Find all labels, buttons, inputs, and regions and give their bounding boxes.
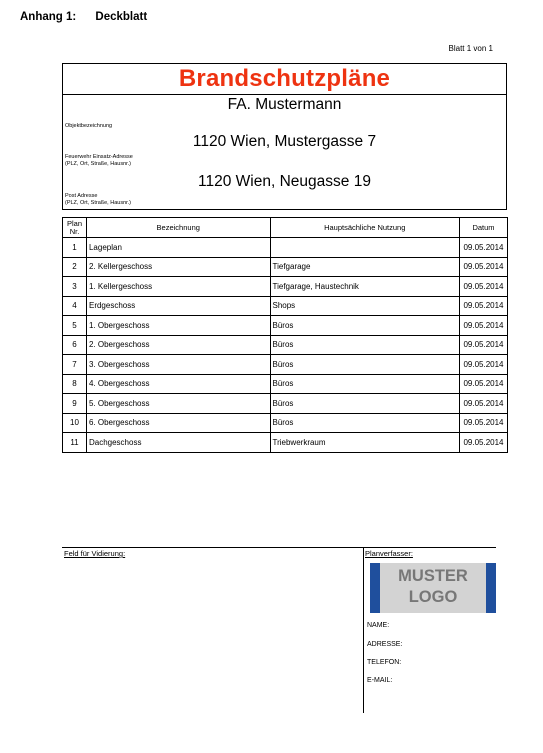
fire-address-label-line2: (PLZ, Ort, Straße, Hausnr.): [65, 161, 132, 167]
planverfasser-label: Planverfasser:: [365, 549, 413, 558]
plan-usage-cell: Triebwerkraum: [270, 433, 459, 453]
fire-address-label: [65, 154, 133, 168]
plan-usage-cell: [270, 238, 459, 258]
object-value: 1120 Wien, Mustergasse 7: [192, 133, 377, 150]
plan-date-cell: 09.05.2014: [459, 335, 507, 355]
plan-usage-cell: Büros: [270, 374, 459, 394]
table-row: [63, 394, 508, 414]
table-header-row: [63, 218, 508, 238]
plan-usage-cell: Büros: [270, 413, 459, 433]
table-row: [63, 355, 508, 375]
plan-number-cell: 2: [63, 257, 87, 277]
vidierung-label: Feld für Vidierung:: [64, 549, 126, 558]
contact-name-label: NAME:: [367, 622, 390, 629]
plan-number-cell: 6: [63, 335, 87, 355]
post-address-label-line1: Post Adresse: [65, 193, 98, 199]
plan-name-cell: 2. Obergeschoss: [86, 335, 270, 355]
plan-number-cell: 5: [63, 316, 87, 336]
plan-usage-cell: Tiefgarage: [270, 257, 459, 277]
logo-left-bar: [370, 563, 380, 613]
plan-date-cell: 09.05.2014: [459, 238, 507, 258]
plan-number-cell: 10: [63, 413, 87, 433]
table-row: [63, 413, 508, 433]
footer-vertical-divider: [363, 547, 364, 713]
header-date: Datum: [459, 218, 507, 238]
header-name: Bezeichnung: [86, 218, 270, 238]
table-row: [63, 433, 508, 453]
header-plan-nr: [63, 218, 87, 238]
company-name: FA. Mustermann: [227, 96, 342, 113]
company-logo: [370, 563, 496, 613]
annex-heading: Anhang 1: Deckblatt: [20, 11, 148, 23]
plan-name-cell: Erdgeschoss: [86, 296, 270, 316]
header-plan-line1: Plan: [66, 218, 82, 228]
plan-usage-cell: Büros: [270, 335, 459, 355]
logo-line1: MUSTER: [398, 567, 468, 585]
plan-name-cell: 3. Obergeschoss: [86, 355, 270, 375]
fire-address-value: 1120 Wien, Neugasse 19: [198, 173, 371, 190]
plan-date-cell: 09.05.2014: [459, 277, 507, 297]
fire-address-label-line1: Feuerwehr Einsatz-Adresse: [65, 154, 133, 160]
plan-number-cell: 4: [63, 296, 87, 316]
table-row: [63, 316, 508, 336]
table-row: [63, 296, 508, 316]
plan-date-cell: 09.05.2014: [459, 413, 507, 433]
contact-email-label: E-MAIL:: [367, 677, 393, 684]
plan-name-cell: 4. Obergeschoss: [86, 374, 270, 394]
plan-usage-cell: Büros: [270, 355, 459, 375]
plan-name-cell: 6. Obergeschoss: [86, 413, 270, 433]
document-title: Brandschutzpläne: [178, 65, 391, 92]
plan-name-cell: Lageplan: [86, 238, 270, 258]
plan-name-cell: 5. Obergeschoss: [86, 394, 270, 414]
plan-number-cell: 3: [63, 277, 87, 297]
footer-divider: [62, 547, 496, 548]
table-row: [63, 277, 508, 297]
plan-number-cell: 1: [63, 238, 87, 258]
plan-usage-cell: Tiefgarage, Haustechnik: [270, 277, 459, 297]
plan-name-cell: 2. Kellergeschoss: [86, 257, 270, 277]
plan-name-cell: 1. Obergeschoss: [86, 316, 270, 336]
header-usage: Hauptsächliche Nutzung: [270, 218, 459, 238]
table-row: [63, 257, 508, 277]
logo-right-bar: [486, 563, 496, 613]
logo-text: [380, 566, 486, 608]
plan-number-cell: 8: [63, 374, 87, 394]
plan-date-cell: 09.05.2014: [459, 374, 507, 394]
plan-date-cell: 09.05.2014: [459, 316, 507, 336]
plan-number-cell: 11: [63, 433, 87, 453]
plan-name-cell: 1. Kellergeschoss: [86, 277, 270, 297]
plan-usage-cell: Büros: [270, 394, 459, 414]
contact-phone-label: TELEFON:: [367, 659, 402, 666]
contact-address-label: ADRESSE:: [367, 641, 403, 648]
plan-name-cell: Dachgeschoss: [86, 433, 270, 453]
table-row: [63, 335, 508, 355]
cover-header-box: [62, 63, 507, 210]
table-row: [63, 374, 508, 394]
object-label: Objektbezeichnung: [65, 123, 113, 129]
plan-date-cell: 09.05.2014: [459, 433, 507, 453]
plan-date-cell: 09.05.2014: [459, 394, 507, 414]
plan-date-cell: 09.05.2014: [459, 355, 507, 375]
logo-line2: LOGO: [408, 588, 458, 606]
post-address-label: [65, 193, 131, 207]
title-band: [63, 64, 506, 95]
plans-table: [62, 217, 508, 453]
plan-usage-cell: Büros: [270, 316, 459, 336]
plan-number-cell: 9: [63, 394, 87, 414]
header-plan-line2: Nr.: [69, 226, 80, 236]
table-row: [63, 238, 508, 258]
plan-number-cell: 7: [63, 355, 87, 375]
post-address-label-line2: (PLZ, Ort, Straße, Hausnr.): [65, 200, 132, 206]
plan-date-cell: 09.05.2014: [459, 296, 507, 316]
plan-usage-cell: Shops: [270, 296, 459, 316]
plan-date-cell: 09.05.2014: [459, 257, 507, 277]
sheet-number: Blatt 1 von 1: [448, 44, 493, 53]
